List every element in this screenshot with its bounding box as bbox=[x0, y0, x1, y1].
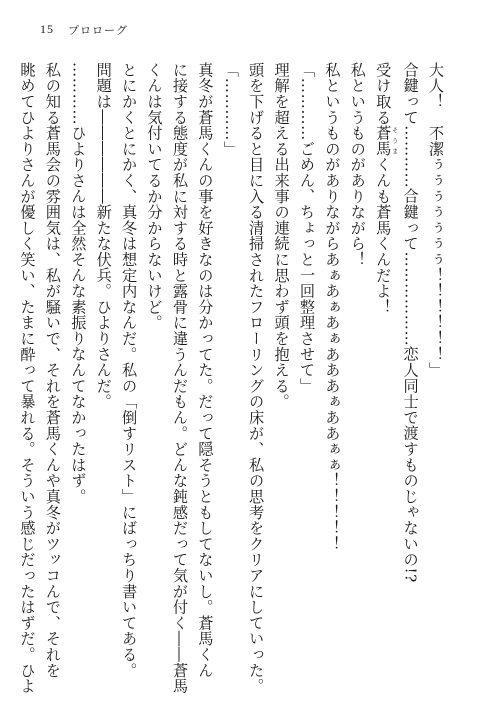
text-line-content: 頭を下げると目に入る清掃されたフローリングの床が、私の思考をクリアにしていった。 bbox=[247, 62, 266, 694]
text-line bbox=[14, 62, 39, 694]
text-line bbox=[423, 62, 448, 682]
text-line bbox=[116, 62, 141, 682]
text-line-content: 理解を超える出来事の連続に思わず頭を抱える。 bbox=[272, 62, 291, 410]
text-line-content: くんは気付いてるか分からないけど。 bbox=[145, 62, 164, 331]
text-line bbox=[370, 62, 397, 682]
text-line-content: 大人！ 不潔ぅぅぅぅぅぅぅ！！！！！！」 bbox=[427, 62, 445, 378]
ruby-base: 蒼馬 bbox=[374, 125, 393, 157]
text-line-content: 真冬が蒼馬くんの事を好きなのは分かってた。だって隠そうともしてないし。蒼馬くん bbox=[196, 62, 215, 679]
page-number: 15 bbox=[40, 22, 54, 36]
text-line bbox=[243, 62, 268, 694]
text-line-content: 「…………」 bbox=[221, 62, 240, 157]
text-line-content: とにかくとにかく、真冬は想定内なんだ。私の「倒すリスト」にばっちり書いてある。 bbox=[120, 62, 139, 679]
text-line-content: に接する態度が私に対する時と露骨に違うんだもん。どんな鈍感だって気が付く――蒼馬 bbox=[170, 62, 189, 694]
text-line-content: 眺めてひよりさんが優しく笑い、たまに酔って暴れる。そういう感じだったはずだ。ひよ bbox=[18, 62, 37, 694]
text-line bbox=[65, 62, 90, 682]
text-line-content: 私の知る蒼馬会の雰囲気は、私が騒いで、それを蒼馬くんや真冬がツッコんで、それを bbox=[43, 62, 62, 679]
ruby-reading: そうま bbox=[390, 125, 398, 157]
text-line bbox=[217, 62, 242, 682]
text-line bbox=[192, 62, 217, 682]
text-line bbox=[397, 62, 422, 682]
page-header bbox=[40, 22, 128, 38]
text-line-content: 「…………ごめん、ちょっと一回整理させて」 bbox=[297, 62, 316, 394]
text-line-content: 私というものがありながら！ bbox=[348, 62, 367, 268]
text-line-content: くんも蒼馬くんだよ！ bbox=[374, 156, 393, 315]
text-line-content: 私というものがありながらあぁあぁあぁあああぁああぁぁ！！！！！ bbox=[323, 62, 342, 552]
text-line-content: 合鍵って…………合鍵って………………恋人同士で渡すものじゃないの!? bbox=[401, 62, 420, 583]
text-line bbox=[90, 62, 115, 682]
text-line-content: 問題は――――――新たな伏兵。ひよりさんだ。 bbox=[94, 62, 113, 410]
chapter-title: プロローグ bbox=[68, 24, 128, 37]
text-line bbox=[294, 62, 319, 682]
text-line bbox=[319, 62, 344, 682]
text-line bbox=[268, 62, 293, 682]
text-line-content: …………ひよりさんは全然そんな素振りなんてなかったはず。 bbox=[69, 62, 88, 505]
text-line bbox=[167, 62, 192, 694]
text-line bbox=[141, 62, 166, 682]
text-line bbox=[40, 62, 65, 682]
body-text bbox=[18, 62, 448, 694]
text-line-content: 受け取る bbox=[374, 62, 393, 126]
ruby-annotation bbox=[374, 125, 398, 157]
text-line bbox=[344, 62, 369, 682]
